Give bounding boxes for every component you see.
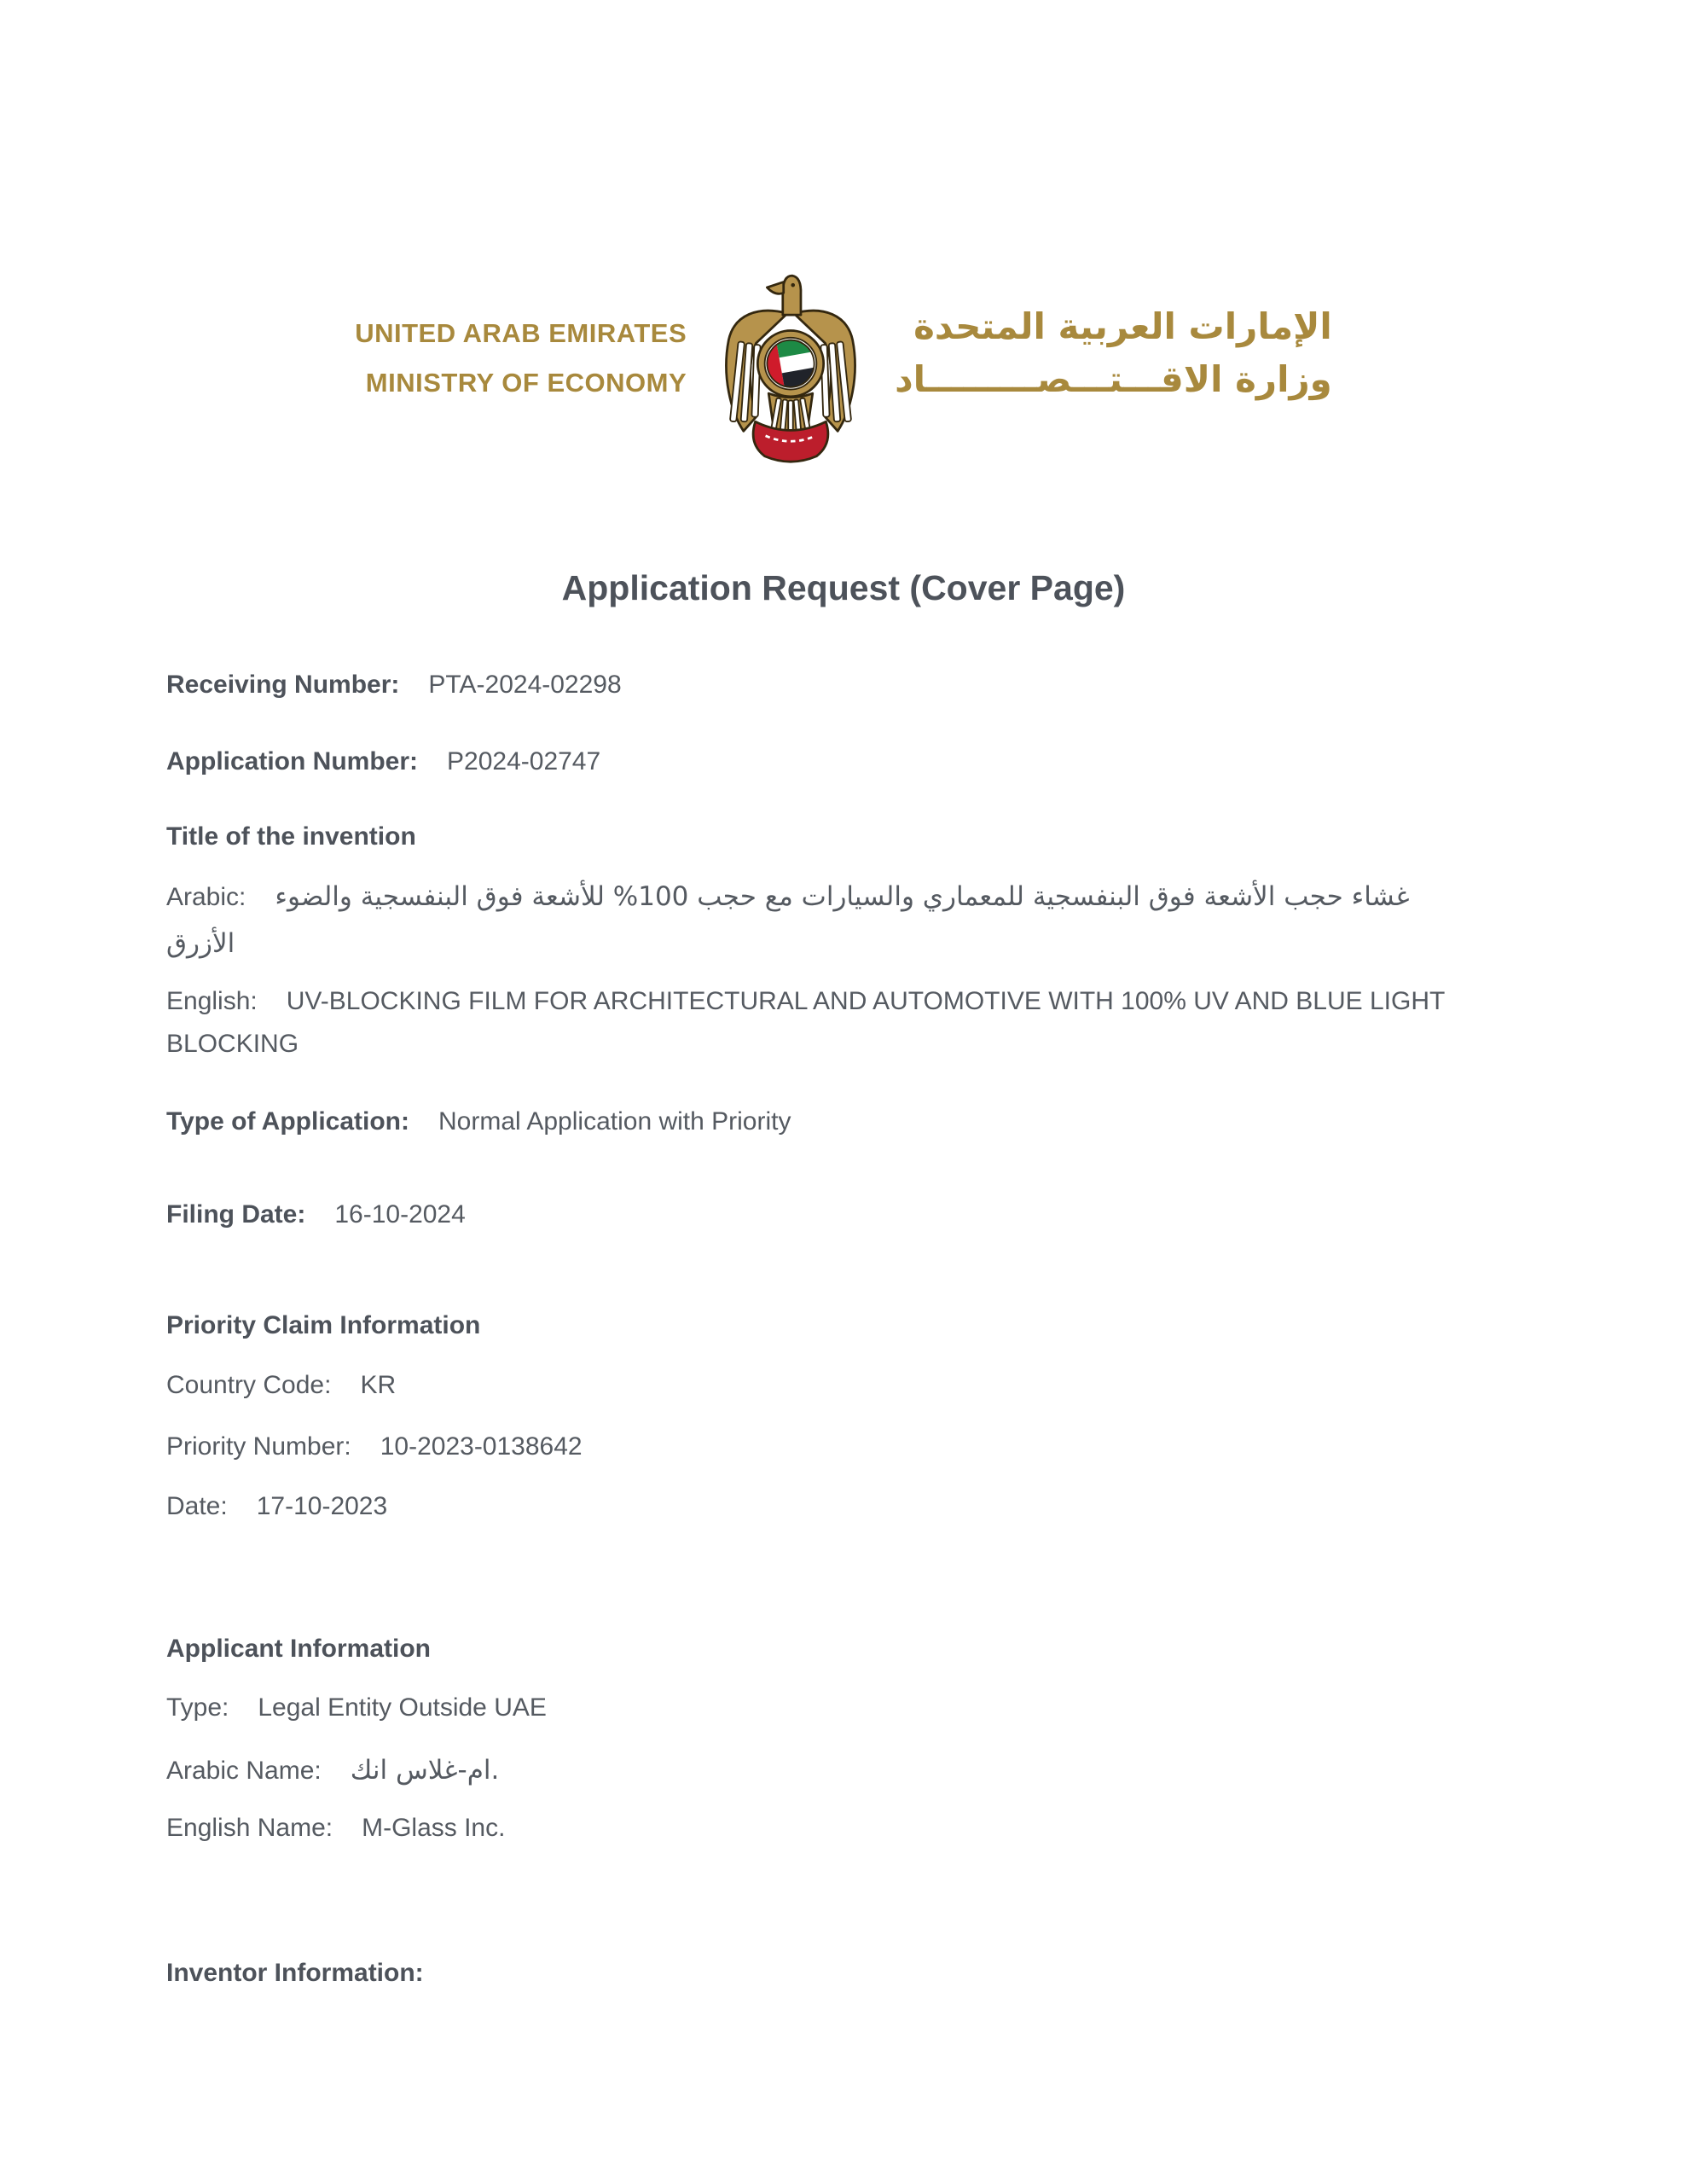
invention-title-arabic-line2: الأزرق [166, 928, 235, 959]
application-type-row [166, 1103, 1488, 1141]
priority-number-label: Priority Number: [166, 1432, 351, 1461]
application-number-label: Application Number: [166, 747, 419, 775]
applicant-english-name-value: M-Glass Inc. [362, 1814, 506, 1842]
priority-date-value: 17-10-2023 [256, 1492, 388, 1520]
application-type-value: Normal Application with Priority [438, 1107, 791, 1136]
filing-date-row [166, 1196, 1488, 1234]
application-type-label: Type of Application: [166, 1107, 409, 1136]
invention-title-heading: Title of the invention [166, 822, 416, 851]
ministry-header [0, 266, 1687, 474]
priority-date-row [166, 1488, 1488, 1525]
applicant-arabic-name-value: ام-غلاس انك. [350, 1755, 500, 1786]
applicant-arabic-name-label: Arabic Name: [166, 1757, 322, 1785]
inventor-heading: Inventor Information: [166, 1959, 424, 1987]
application-number-value: P2024-02747 [447, 747, 601, 775]
invention-title-arabic-row [166, 874, 1488, 967]
invention-title-arabic-line1: غشاء حجب الأشعة فوق البنفسجية للمعماري والسيارات مع حجب 100% للأشعة فوق البنفسجية والضوء [275, 881, 1410, 912]
ministry-en-line2: MINISTRY OF ECONOMY [365, 368, 687, 398]
country-code-row [166, 1367, 1488, 1404]
application-number-row [166, 743, 1488, 781]
applicant-heading: Applicant Information [166, 1635, 431, 1663]
applicant-type-row [166, 1689, 1488, 1727]
filing-date-label: Filing Date: [166, 1200, 306, 1228]
arabic-label: Arabic: [166, 883, 246, 911]
english-label: English: [166, 987, 258, 1015]
receiving-number-row [166, 666, 1488, 704]
filing-date-value: 16-10-2024 [334, 1200, 466, 1228]
applicant-type-label: Type: [166, 1693, 229, 1722]
applicant-type-value: Legal Entity Outside UAE [258, 1693, 547, 1722]
priority-number-value: 10-2023-0138642 [380, 1432, 583, 1461]
priority-number-row [166, 1428, 1488, 1466]
page-title: Application Request (Cover Page) [561, 568, 1126, 607]
ministry-name-english [355, 309, 687, 408]
priority-claim-heading: Priority Claim Information [166, 1311, 481, 1339]
ministry-ar-line2: وزارة الاقـــتـــصـــــــــاد [895, 358, 1332, 400]
invention-title-english-line1: UV-BLOCKING FILM FOR ARCHITECTURAL AND AUTOMOTIVE WITH 100% UV AND BLUE LIGHT [286, 987, 1446, 1015]
form-content [166, 666, 1488, 1992]
ministry-ar-line1: الإمارات العربية المتحدة [913, 305, 1332, 347]
ministry-en-line1: UNITED ARAB EMIRATES [355, 318, 687, 348]
applicant-english-name-label: English Name: [166, 1814, 333, 1842]
country-code-value: KR [360, 1371, 397, 1399]
priority-date-label: Date: [166, 1492, 228, 1520]
invention-title-english-line2: BLOCKING [166, 1030, 299, 1058]
receiving-number-label: Receiving Number: [166, 671, 400, 699]
invention-title-english-row [166, 980, 1488, 1066]
ministry-name-arabic [895, 300, 1332, 406]
receiving-number-value: PTA-2024-02298 [428, 671, 622, 699]
applicant-arabic-name-row [166, 1747, 1488, 1794]
country-code-label: Country Code: [166, 1371, 332, 1399]
applicant-english-name-row [166, 1809, 1488, 1847]
uae-falcon-emblem-icon [712, 266, 869, 474]
